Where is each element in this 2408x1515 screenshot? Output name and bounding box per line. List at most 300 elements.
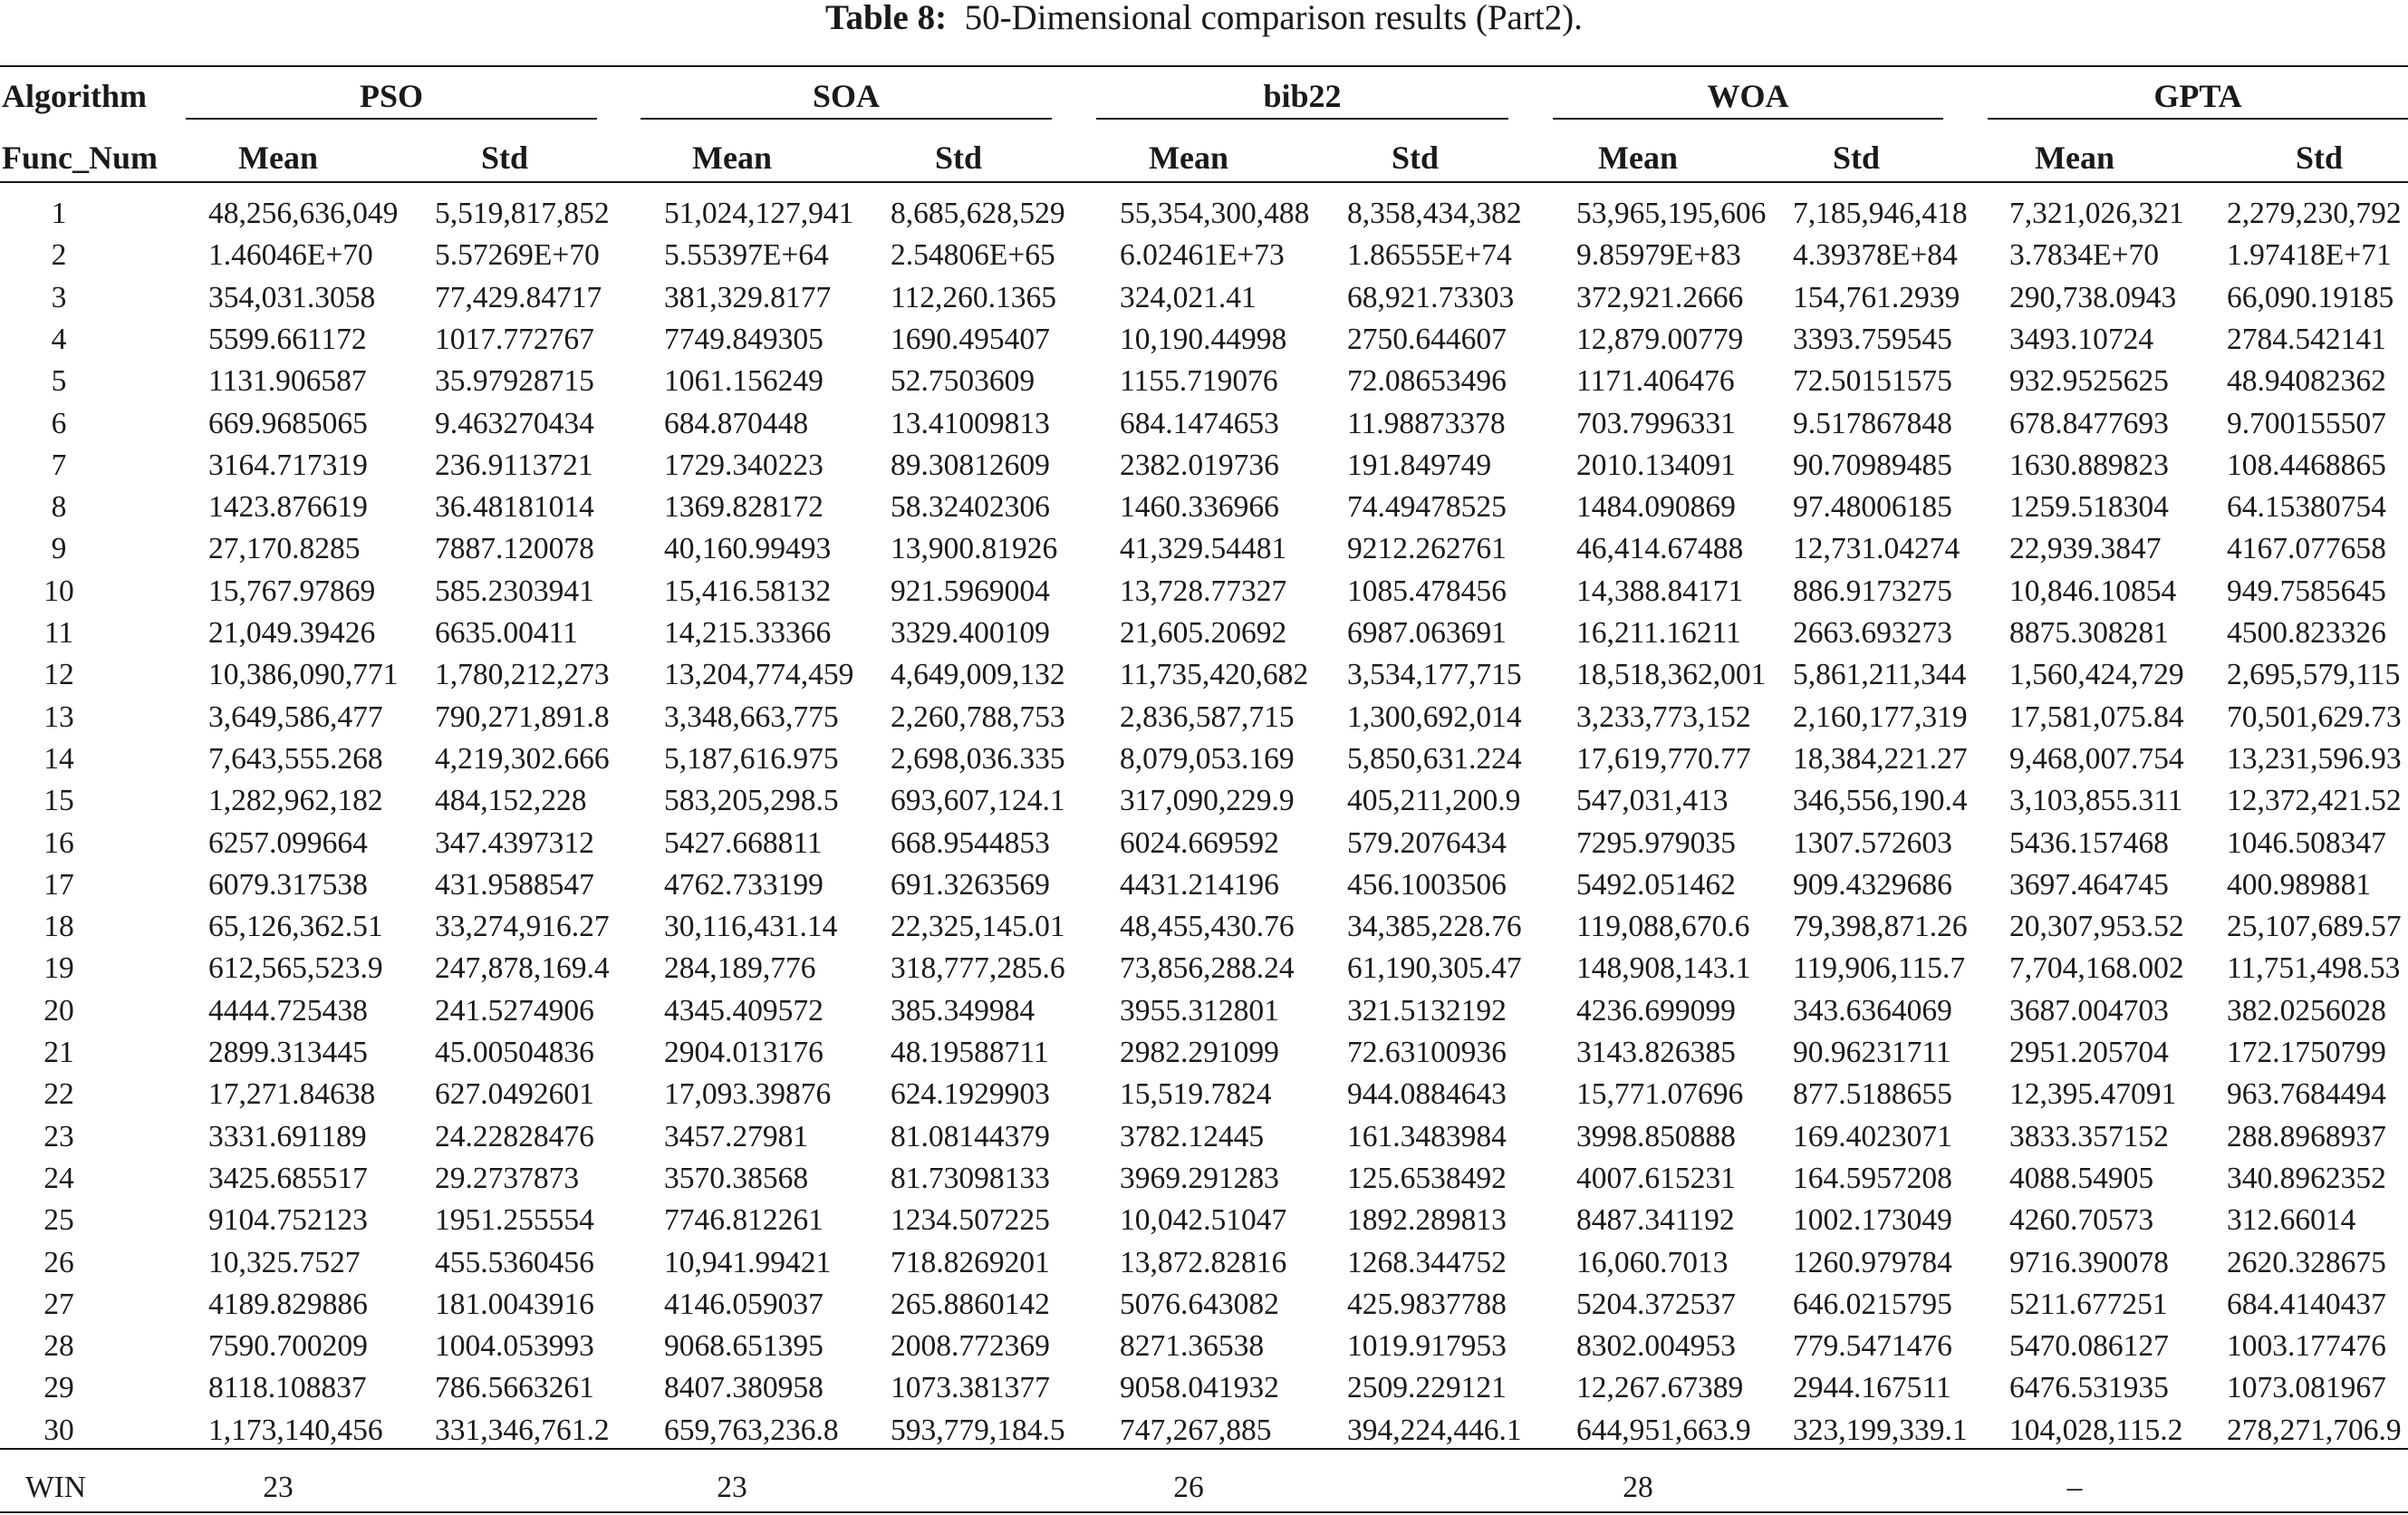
mean-cell: 1,173,140,456 [208, 1413, 383, 1447]
std-cell: 921.5969004 [891, 574, 1050, 608]
mean-cell: 7295.979035 [1576, 825, 1736, 860]
func-num-cell: 22 [43, 1077, 74, 1112]
mean-cell: 10,325.7527 [208, 1245, 361, 1279]
std-cell: 90.70989485 [1793, 448, 1952, 482]
std-cell: 1234.507225 [891, 1203, 1050, 1238]
mean-cell: 30,116,431.14 [664, 910, 838, 944]
std-cell: 1690.495407 [891, 322, 1050, 356]
mean-cell: 8487.341192 [1576, 1203, 1735, 1238]
std-cell: 323,199,339.1 [1793, 1413, 1968, 1447]
std-cell: 718.8269201 [891, 1245, 1050, 1279]
std-cell: 318,777,285.6 [891, 951, 1065, 986]
mean-cell: 1171.406476 [1576, 364, 1735, 399]
func-num-cell: 13 [43, 700, 74, 734]
std-cell: 18,384,221.27 [1793, 741, 1968, 776]
mean-cell: 9104.752123 [208, 1203, 368, 1238]
std-cell: 112,260.1365 [891, 280, 1057, 314]
std-cell: 70,501,629.73 [2227, 700, 2402, 734]
mean-cell: 10,941.99421 [664, 1245, 832, 1279]
mean-cell: 4444.725438 [208, 993, 368, 1028]
std-cell: 64.15380754 [2227, 490, 2386, 525]
std-cell: 72.63100936 [1347, 1036, 1507, 1069]
std-cell: 72.50151575 [1793, 364, 1952, 399]
func-num-header: Func_Num [2, 140, 159, 176]
mean-cell: 10,042.51047 [1120, 1203, 1287, 1238]
std-cell: 949.7585645 [2227, 574, 2386, 608]
top-rule [0, 65, 2408, 67]
std-cell: 9.700155507 [2227, 406, 2386, 440]
func-num-cell: 4 [51, 322, 67, 356]
std-cell: 2509.229121 [1347, 1371, 1507, 1405]
std-cell: 3393.759545 [1793, 322, 1952, 356]
std-cell: 7887.120078 [435, 532, 594, 566]
std-cell: 13.41009813 [891, 406, 1050, 440]
win-value: 26 [1173, 1471, 1204, 1504]
algorithm-header: Algorithm [2, 78, 147, 114]
mean-cell: 16,060.7013 [1576, 1245, 1729, 1279]
mean-cell: 2899.313445 [208, 1036, 368, 1069]
std-cell: 1307.572603 [1793, 825, 1952, 860]
mean-cell: 284,189,776 [664, 951, 816, 986]
std-cell: 236.9113721 [435, 448, 593, 482]
mean-cell: 8875.308281 [2009, 616, 2169, 650]
std-cell: 288.8968937 [2227, 1119, 2386, 1153]
std-cell: 331,346,761.2 [435, 1413, 610, 1447]
std-cell: 2750.644607 [1347, 322, 1507, 356]
std-cell: 425.9837788 [1347, 1287, 1507, 1321]
mean-cell: 5427.668811 [664, 825, 823, 860]
mean-cell: 1.46046E+70 [208, 238, 373, 273]
std-header: Std [1391, 140, 1440, 176]
mean-cell: 3164.717319 [208, 448, 368, 482]
std-cell: 52.7503609 [891, 364, 1035, 399]
mean-cell: 3782.12445 [1120, 1119, 1265, 1153]
mean-cell: 1729.340223 [664, 448, 824, 482]
std-cell: 1002.173049 [1793, 1203, 1952, 1238]
std-cell: 668.9544853 [891, 825, 1050, 860]
func-num-cell: 14 [43, 741, 74, 776]
func-num-cell: 19 [43, 951, 74, 986]
std-cell: 1951.255554 [435, 1203, 594, 1238]
std-cell: 340.8962352 [2227, 1161, 2386, 1195]
std-cell: 1268.344752 [1347, 1245, 1507, 1279]
std-cell: 8,685,628,529 [891, 197, 1065, 230]
mean-cell: 3.7834E+70 [2009, 238, 2159, 273]
mean-cell: 12,267.67389 [1576, 1371, 1744, 1405]
mean-cell: 4236.699099 [1576, 993, 1736, 1028]
std-cell: 6987.063691 [1347, 616, 1507, 650]
mean-cell: 932.9525625 [2009, 364, 2169, 399]
mean-cell: 3570.38568 [664, 1161, 809, 1195]
func-num-cell: 24 [43, 1161, 74, 1195]
std-cell: 247,878,169.4 [435, 951, 610, 986]
std-cell: 2.54806E+65 [891, 238, 1055, 273]
func-num-cell: 15 [43, 784, 74, 818]
soa-group-rule [641, 118, 1052, 120]
std-header: Std [480, 140, 529, 176]
mean-cell: 6476.531935 [2009, 1371, 2169, 1405]
std-cell: 4500.823326 [2227, 616, 2386, 650]
mean-cell: 9716.390078 [2009, 1245, 2169, 1279]
mean-cell: 5,187,616.975 [664, 741, 839, 776]
mean-cell: 4007.615231 [1576, 1161, 1736, 1195]
pso-group-rule [186, 118, 597, 120]
mean-cell: 3998.850888 [1576, 1119, 1736, 1153]
std-cell: 321.5132192 [1347, 993, 1507, 1028]
std-cell: 3329.400109 [891, 616, 1050, 650]
mean-cell: 3143.826385 [1576, 1036, 1736, 1069]
std-cell: 431.9588547 [435, 867, 594, 902]
mean-cell: 104,028,115.2 [2009, 1413, 2183, 1447]
std-cell: 2784.542141 [2227, 322, 2386, 356]
mean-cell: 9,468,007.754 [2009, 741, 2184, 776]
std-cell: 1017.772767 [435, 322, 594, 356]
mean-cell: 4431.214196 [1120, 867, 1279, 902]
mean-cell: 17,271.84638 [208, 1077, 376, 1112]
func-num-cell: 26 [43, 1245, 74, 1279]
std-cell: 22,325,145.01 [891, 910, 1065, 944]
std-cell: 2,260,788,753 [891, 700, 1065, 734]
mean-cell: 8271.36538 [1120, 1329, 1265, 1364]
win-value: 28 [1623, 1471, 1653, 1504]
mean-cell: 17,581,075.84 [2009, 700, 2184, 734]
std-cell: 48.94082362 [2227, 364, 2386, 399]
std-cell: 24.22828476 [435, 1119, 594, 1153]
std-cell: 25,107,689.57 [2227, 910, 2402, 944]
std-cell: 400.989881 [2227, 867, 2372, 902]
mean-cell: 20,307,953.52 [2009, 910, 2184, 944]
mean-header: Mean [238, 140, 318, 176]
mean-cell: 7746.812261 [664, 1203, 824, 1238]
mean-cell: 14,388.84171 [1576, 574, 1744, 608]
mean-cell: 5076.643082 [1120, 1287, 1279, 1321]
func-num-cell: 27 [43, 1287, 74, 1321]
std-cell: 2,695,579,115 [2227, 658, 2401, 692]
std-cell: 2,698,036.335 [891, 741, 1065, 776]
std-cell: 2620.328675 [2227, 1245, 2386, 1279]
std-cell: 1.97418E+71 [2227, 238, 2392, 273]
mean-cell: 684.1474653 [1120, 406, 1279, 440]
mean-cell: 4345.409572 [664, 993, 824, 1028]
win-top-rule [0, 1448, 2408, 1450]
mean-header: Mean [2035, 140, 2114, 176]
mean-cell: 13,872.82816 [1120, 1245, 1287, 1279]
func-num-cell: 12 [43, 658, 74, 692]
mean-cell: 3493.10724 [2009, 322, 2154, 356]
std-cell: 11,751,498.53 [2227, 951, 2401, 986]
std-cell: 169.4023071 [1793, 1119, 1952, 1153]
std-cell: 2008.772369 [891, 1329, 1050, 1364]
std-cell: 1085.478456 [1347, 574, 1507, 608]
mean-cell: 3687.004703 [2009, 993, 2169, 1028]
std-cell: 1073.081967 [2227, 1371, 2386, 1405]
mean-cell: 41,329.54481 [1120, 532, 1287, 566]
caption-label: Table 8: [825, 0, 948, 37]
mean-cell: 1259.518304 [2009, 490, 2169, 525]
std-cell: 585.2303941 [435, 574, 594, 608]
mean-cell: 547,031,413 [1576, 784, 1729, 818]
std-cell: 97.48006185 [1793, 490, 1952, 525]
std-cell: 6635.00411 [435, 616, 578, 650]
mean-cell: 3457.27981 [664, 1119, 809, 1153]
std-cell: 346,556,190.4 [1793, 784, 1968, 818]
std-cell: 108.4468865 [2227, 448, 2386, 482]
mean-cell: 2951.205704 [2009, 1036, 2169, 1069]
func-num-cell: 29 [43, 1371, 74, 1405]
mean-cell: 48,455,430.76 [1120, 910, 1295, 944]
mean-cell: 4146.059037 [664, 1287, 824, 1321]
std-cell: 241.5274906 [435, 993, 594, 1028]
mean-cell: 2010.134091 [1576, 448, 1736, 482]
std-cell: 119,906,115.7 [1793, 951, 1966, 986]
std-cell: 347.4397312 [435, 825, 594, 860]
mean-cell: 747,267,885 [1120, 1413, 1272, 1447]
mean-cell: 3955.312801 [1120, 993, 1279, 1028]
woa-header: WOA [1707, 78, 1789, 114]
func-num-cell: 2 [51, 238, 67, 273]
func-num-cell: 11 [43, 616, 74, 650]
mean-cell: 14,215.33366 [664, 616, 832, 650]
std-cell: 886.9173275 [1793, 574, 1952, 608]
mean-cell: 3833.357152 [2009, 1119, 2169, 1153]
std-cell: 5,850,631.224 [1347, 741, 1522, 776]
func-num-cell: 20 [43, 993, 74, 1028]
mean-cell: 8302.004953 [1576, 1329, 1736, 1364]
func-num-cell: 30 [43, 1413, 74, 1447]
std-cell: 164.5957208 [1793, 1161, 1952, 1195]
std-cell: 1,780,212,273 [435, 658, 610, 692]
mean-cell: 1131.906587 [208, 364, 367, 399]
mean-cell: 3697.464745 [2009, 867, 2169, 902]
mean-cell: 11,735,420,682 [1120, 658, 1309, 692]
mean-cell: 10,386,090,771 [208, 658, 399, 692]
std-cell: 627.0492601 [435, 1077, 594, 1112]
std-cell: 2663.693273 [1793, 616, 1952, 650]
std-cell: 693,607,124.1 [891, 784, 1065, 818]
std-cell: 11.98873378 [1347, 406, 1506, 440]
mean-header: Mean [692, 140, 772, 176]
mean-cell: 13,728.77327 [1120, 574, 1287, 608]
std-cell: 4.39378E+84 [1793, 238, 1958, 273]
std-cell: 382.0256028 [2227, 993, 2386, 1028]
mean-cell: 15,519.7824 [1120, 1077, 1272, 1112]
std-cell: 12,372,421.52 [2227, 784, 2402, 818]
mean-cell: 3,103,855.311 [2009, 784, 2183, 818]
mean-cell: 7,704,168.002 [2009, 951, 2184, 986]
std-cell: 9.517867848 [1793, 406, 1952, 440]
std-cell: 909.4329686 [1793, 867, 1952, 902]
mean-cell: 290,738.0943 [2009, 280, 2177, 314]
std-cell: 646.0215795 [1793, 1287, 1952, 1321]
mean-cell: 4762.733199 [664, 867, 824, 902]
std-cell: 1260.979784 [1793, 1245, 1952, 1279]
mean-cell: 1,560,424,729 [2009, 658, 2184, 692]
mean-cell: 27,170.8285 [208, 532, 361, 566]
std-cell: 89.30812609 [891, 448, 1050, 482]
mean-cell: 669.9685065 [208, 406, 368, 440]
std-cell: 8,358,434,382 [1347, 197, 1522, 230]
mean-cell: 4088.54905 [2009, 1161, 2154, 1195]
table-caption [0, 0, 2408, 36]
mean-cell: 12,395.47091 [2009, 1077, 2177, 1112]
mean-cell: 3,348,663,775 [664, 700, 839, 734]
std-cell: 394,224,446.1 [1347, 1413, 1522, 1447]
mean-cell: 8,079,053.169 [1120, 741, 1295, 776]
mean-cell: 612,565,523.9 [208, 951, 383, 986]
mean-cell: 9.85979E+83 [1576, 238, 1741, 273]
mean-cell: 4189.829886 [208, 1287, 368, 1321]
mean-cell: 21,049.39426 [208, 616, 376, 650]
header-bottom-rule [0, 181, 2408, 183]
mean-cell: 381,329.8177 [664, 280, 832, 314]
mean-cell: 3969.291283 [1120, 1161, 1279, 1195]
mean-cell: 51,024,127,941 [664, 197, 854, 230]
func-num-cell: 7 [51, 448, 67, 482]
std-header: Std [934, 140, 983, 176]
std-cell: 181.0043916 [435, 1287, 594, 1321]
mean-cell: 6257.099664 [208, 825, 368, 860]
std-cell: 81.73098133 [891, 1161, 1050, 1195]
std-cell: 579.2076434 [1347, 825, 1507, 860]
mean-cell: 3,233,773,152 [1576, 700, 1751, 734]
std-cell: 172.1750799 [2227, 1036, 2386, 1069]
std-header: Std [2295, 140, 2344, 176]
mean-cell: 17,093.39876 [664, 1077, 832, 1112]
mean-cell: 5492.051462 [1576, 867, 1736, 902]
mean-cell: 46,414.67488 [1576, 532, 1744, 566]
func-num-cell: 25 [43, 1203, 74, 1238]
mean-cell: 65,126,362.51 [208, 910, 383, 944]
mean-cell: 3,649,586,477 [208, 700, 383, 734]
std-cell: 61,190,305.47 [1347, 951, 1522, 986]
std-cell: 81.08144379 [891, 1119, 1050, 1153]
std-cell: 2,279,230,792 [2227, 197, 2402, 230]
mean-cell: 1460.336966 [1120, 490, 1279, 525]
mean-cell: 1061.156249 [664, 364, 824, 399]
std-cell: 3,534,177,715 [1347, 658, 1522, 692]
pso-header: PSO [359, 78, 423, 114]
mean-cell: 1484.090869 [1576, 490, 1736, 525]
std-cell: 455.5360456 [435, 1245, 594, 1279]
mean-cell: 2982.291099 [1120, 1036, 1279, 1069]
func-num-cell: 9 [51, 532, 67, 566]
mean-cell: 1,282,962,182 [208, 784, 383, 818]
std-cell: 265.8860142 [891, 1287, 1050, 1321]
mean-cell: 1630.889823 [2009, 448, 2169, 482]
std-cell: 13,231,596.93 [2227, 741, 2402, 776]
std-cell: 48.19588711 [891, 1036, 1049, 1069]
std-cell: 278,271,706.9 [2227, 1413, 2402, 1447]
std-cell: 33,274,916.27 [435, 910, 610, 944]
std-cell: 2,160,177,319 [1793, 700, 1968, 734]
std-cell: 5,519,817,852 [435, 197, 610, 230]
mean-cell: 583,205,298.5 [664, 784, 839, 818]
mean-cell: 16,211.16211 [1576, 616, 1741, 650]
std-cell: 45.00504836 [435, 1036, 594, 1069]
mean-cell: 372,921.2666 [1576, 280, 1744, 314]
std-cell: 125.6538492 [1347, 1161, 1507, 1195]
mean-cell: 2904.013176 [664, 1036, 824, 1069]
std-cell: 343.6364069 [1793, 993, 1952, 1028]
mean-cell: 148,908,143.1 [1576, 951, 1751, 986]
std-cell: 74.49478525 [1347, 490, 1507, 525]
mean-cell: 3331.691189 [208, 1119, 367, 1153]
mean-cell: 17,619,770.77 [1576, 741, 1751, 776]
mean-cell: 3425.685517 [208, 1161, 368, 1195]
func-num-cell: 10 [43, 574, 74, 608]
mean-cell: 55,354,300,488 [1120, 197, 1310, 230]
std-cell: 161.3483984 [1347, 1119, 1507, 1153]
std-cell: 58.32402306 [891, 490, 1050, 525]
std-cell: 66,090.19185 [2227, 280, 2394, 314]
mean-cell: 6024.669592 [1120, 825, 1279, 860]
mean-cell: 5470.086127 [2009, 1329, 2169, 1364]
std-cell: 877.5188655 [1793, 1077, 1952, 1112]
std-cell: 593,779,184.5 [891, 1413, 1065, 1447]
mean-header: Mean [1149, 140, 1228, 176]
mean-header: Mean [1598, 140, 1678, 176]
func-num-cell: 21 [43, 1036, 74, 1069]
std-cell: 1004.053993 [435, 1329, 594, 1364]
mean-cell: 5436.157468 [2009, 825, 2169, 860]
mean-cell: 10,846.10854 [2009, 574, 2177, 608]
std-cell: 72.08653496 [1347, 364, 1507, 399]
mean-cell: 6079.317538 [208, 867, 368, 902]
gpta-group-rule [1988, 118, 2408, 120]
mean-cell: 5.55397E+64 [664, 238, 829, 273]
std-cell: 312.66014 [2227, 1203, 2356, 1238]
mean-cell: 9068.651395 [664, 1329, 824, 1364]
mean-cell: 22,939.3847 [2009, 532, 2162, 566]
std-cell: 1046.508347 [2227, 825, 2386, 860]
func-num-cell: 3 [51, 280, 67, 314]
mean-cell: 12,879.00779 [1576, 322, 1744, 356]
gpta-header: GPTA [2153, 78, 2242, 114]
mean-cell: 53,965,195,606 [1576, 197, 1767, 230]
mean-cell: 678.8477693 [2009, 406, 2169, 440]
mean-cell: 15,416.58132 [664, 574, 832, 608]
mean-cell: 7749.849305 [664, 322, 824, 356]
std-cell: 9.463270434 [435, 406, 594, 440]
mean-cell: 7,643,555.268 [208, 741, 383, 776]
func-num-cell: 23 [43, 1119, 74, 1153]
bib22-group-rule [1096, 118, 1508, 120]
mean-cell: 659,763,236.8 [664, 1413, 839, 1447]
std-cell: 90.96231711 [1793, 1036, 1951, 1069]
mean-cell: 21,605.20692 [1120, 616, 1287, 650]
win-value: 23 [263, 1471, 294, 1504]
std-cell: 1.86555E+74 [1347, 238, 1512, 273]
std-cell: 944.0884643 [1347, 1077, 1507, 1112]
std-cell: 456.1003506 [1347, 867, 1507, 902]
mean-cell: 13,204,774,459 [664, 658, 854, 692]
std-cell: 5.57269E+70 [435, 238, 600, 273]
mean-cell: 1369.828172 [664, 490, 824, 525]
std-cell: 4,649,009,132 [891, 658, 1065, 692]
std-cell: 68,921.73303 [1347, 280, 1515, 314]
std-cell: 1,300,692,014 [1347, 700, 1522, 734]
mean-cell: 4260.70573 [2009, 1203, 2154, 1238]
mean-cell: 15,767.97869 [208, 574, 376, 608]
std-cell: 5,861,211,344 [1793, 658, 1967, 692]
mean-cell: 1155.719076 [1120, 364, 1278, 399]
std-cell: 786.5663261 [435, 1371, 594, 1405]
mean-cell: 48,256,636,049 [208, 197, 399, 230]
std-cell: 77,429.84717 [435, 280, 602, 314]
mean-cell: 644,951,663.9 [1576, 1413, 1751, 1447]
mean-cell: 6.02461E+73 [1120, 238, 1285, 273]
mean-cell: 73,856,288.24 [1120, 951, 1295, 986]
